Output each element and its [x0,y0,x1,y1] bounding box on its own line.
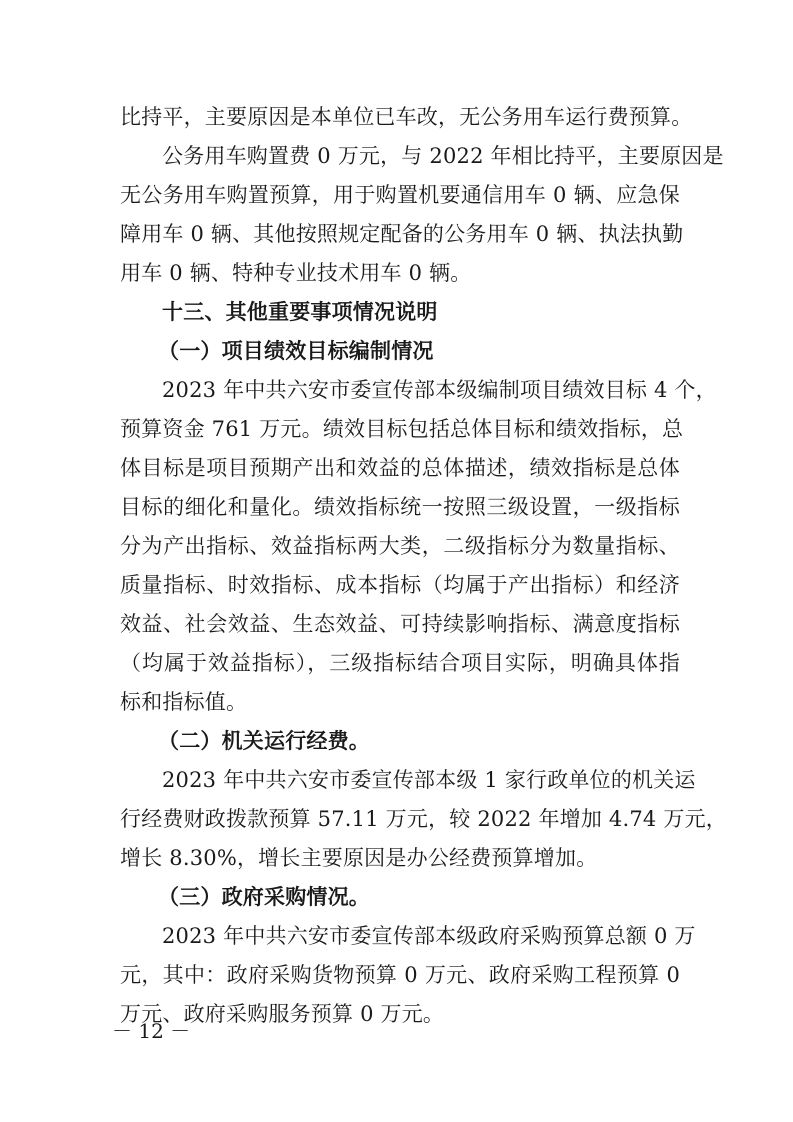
paragraph-line: 增长 8.30%，增长主要原因是办公经费预算增加。 [120,846,598,870]
paragraph-line: 比持平，主要原因是本单位已车改，无公务用车运行费预算。 [120,105,693,129]
paragraph-line: 无公务用车购置预算，用于购置机要通信用车 0 辆、应急保 [120,183,680,207]
paragraph-line: 2023 年中共六安市委宣传部本级编制项目绩效目标 4 个， [162,378,717,402]
paragraph-line: 体目标是项目预期产出和效益的总体描述，绩效指标是总体 [120,456,680,480]
paragraph-line: 效益、社会效益、生态效益、可持续影响指标、满意度指标 [120,612,680,636]
paragraph-line: 2023 年中共六安市委宣传部本级 1 家行政单位的机关运 [162,768,696,792]
subsection-heading: （二）机关运行经费。 [158,729,370,753]
paragraph-line: 万元、政府采购服务预算 0 万元。 [120,1002,445,1026]
paragraph-line: 2023 年中共六安市委宣传部本级政府采购预算总额 0 万 [162,924,696,948]
paragraph-line: 元，其中：政府采购货物预算 0 万元、政府采购工程预算 0 [120,963,680,987]
paragraph-line: 分为产出指标、效益指标两大类，二级指标分为数量指标、 [120,534,680,558]
paragraph-line: （均属于效益指标），三级指标结合项目实际，明确具体指 [120,651,680,675]
document-body [120,98,727,1034]
section-heading: 十三、其他重要事项情况说明 [162,300,438,324]
paragraph-line: 预算资金 761 万元。绩效目标包括总体目标和绩效指标，总 [120,417,684,441]
paragraph-line: 障用车 0 辆、其他按照规定配备的公务用车 0 辆、执法执勤 [120,222,684,246]
page-number: － 12 － [112,1019,191,1043]
paragraph-line: 质量指标、时效指标、成本指标（均属于产出指标）和经济 [120,573,680,597]
subsection-heading: （三）政府采购情况。 [158,885,370,909]
paragraph-line: 行经费财政拨款预算 57.11 万元，较 2022 年增加 4.74 万元， [120,807,727,831]
paragraph-line: 标和指标值。 [120,690,248,714]
paragraph-line: 公务用车购置费 0 万元，与 2022 年相比持平，主要原因是 [162,144,724,168]
paragraph-line: 目标的细化和量化。绩效指标统一按照三级设置，一级指标 [120,495,680,519]
paragraph-line: 用车 0 辆、特种专业技术用车 0 辆。 [120,261,472,285]
subsection-heading: （一）项目绩效目标编制情况 [158,339,434,363]
